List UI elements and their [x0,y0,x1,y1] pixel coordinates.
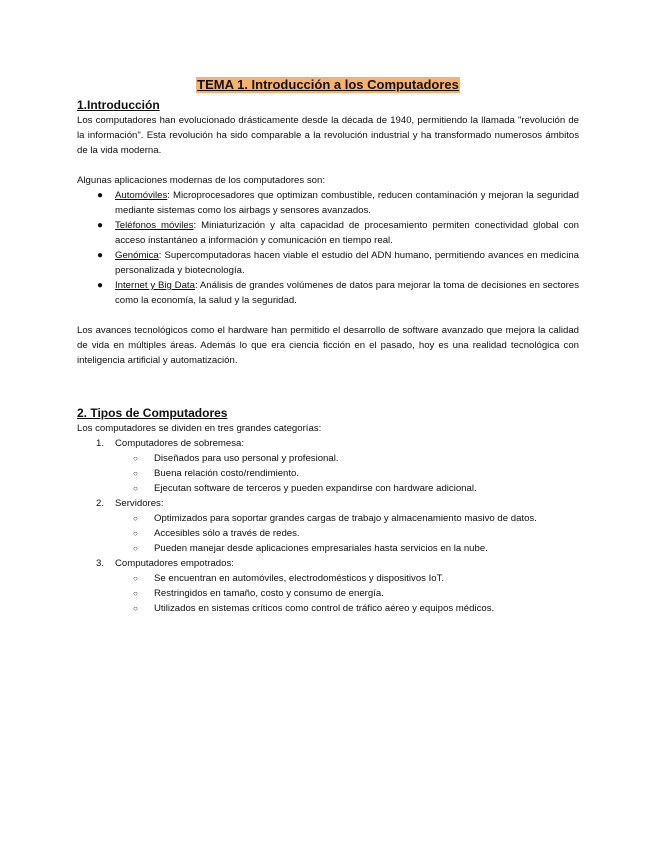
intro-paragraph-2: Los avances tecnológicos como el hardware han permitido el desarrollo de software avanzado que mejora la calidad de vida en múltiples áreas. Además lo que era ciencia ficción en el pasado, hoy es una realidad tecnológica con inteligencia artificial y automatización. [77,325,579,366]
sub-item-text: Accesibles sólo a través de redes. [154,528,300,539]
spacer [77,391,579,406]
intro-heading: 1.Introducción [77,98,160,112]
app-term: Genómica [115,250,159,261]
category-number: 1. [96,438,105,449]
circle-bullet-icon: ○ [133,604,138,613]
category-item [77,496,579,556]
sub-item [115,466,579,481]
sub-item [115,601,579,616]
circle-bullet-icon: ○ [133,454,138,463]
sub-item-text: Buena relación costo/rendimiento. [154,468,300,479]
list-item [77,248,579,278]
sub-list [115,571,579,616]
bullet-icon: ● [97,250,104,261]
sub-item-text: Se encuentran en automóviles, electrodomésticos y dispositivos IoT. [154,573,445,584]
tipos-heading: 2. Tipos de Computadores [77,406,228,420]
category-label: Computadores empotrados: [115,558,234,569]
intro-paragraph-1: Los computadores han evolucionado drásticamente desde la década de 1940, permitiendo la llamada "revolución de la información". Esta revolución ha sido comparable a la revolución industrial y ha transformado numerosos ámbitos de la vida moderna. [77,115,579,156]
spacer [77,368,579,391]
sub-list [115,451,579,496]
category-number: 2. [96,498,105,509]
tipos-intro: Los computadores se dividen en tres grandes categorías: [77,423,322,434]
document-title: TEMA 1. Introducción a los Computadores [197,77,459,92]
list-item [77,188,579,218]
categories-list [77,436,579,616]
sub-item [115,511,579,526]
applications-list [77,188,579,308]
category-item [77,556,579,616]
spacer [77,158,579,173]
sub-list [115,511,579,556]
document-page [77,76,579,616]
sub-item-text: Utilizados en sistemas críticos como control de tráfico aéreo y equipos médicos. [154,603,495,614]
bullet-icon: ● [97,190,104,201]
app-term: Internet y Big Data [115,280,195,291]
app-term: Teléfonos móviles [115,220,194,231]
circle-bullet-icon: ○ [133,484,138,493]
circle-bullet-icon: ○ [133,529,138,538]
category-label: Servidores: [115,498,164,509]
sub-item [115,451,579,466]
sub-item-text: Diseñados para uso personal y profesional. [154,453,339,464]
sub-item [115,481,579,496]
circle-bullet-icon: ○ [133,469,138,478]
circle-bullet-icon: ○ [133,544,138,553]
circle-bullet-icon: ○ [133,574,138,583]
sub-item [115,541,579,556]
app-text: : Análisis de grandes volúmenes de datos para mejorar la toma de decisiones en sectores como la economía, la salud y la seguridad. [115,280,579,306]
category-label: Computadores de sobremesa: [115,438,245,449]
sub-item-text: Optimizados para soportar grandes cargas de trabajo y almacenamiento masivo de datos. [154,513,537,524]
bullet-icon: ● [97,280,104,291]
bullet-icon: ● [97,220,104,231]
circle-bullet-icon: ○ [133,589,138,598]
app-term: Automóviles [115,190,168,201]
category-item [77,436,579,496]
sub-item-text: Ejecutan software de terceros y pueden expandirse con hardware adicional. [154,483,477,494]
title-wrap [77,76,579,94]
list-item [77,278,579,308]
category-number: 3. [96,558,105,569]
sub-item-text: Pueden manejar desde aplicaciones empresariales hasta servicios en la nube. [154,543,488,554]
list-item [77,218,579,248]
sub-item [115,571,579,586]
sub-item [115,586,579,601]
sub-item [115,526,579,541]
spacer [77,308,579,323]
app-text: : Miniaturización y alta capacidad de procesamiento permiten conectividad global con acceso instantáneo a información y comunicación en tiempo real. [115,220,579,246]
app-text: : Microprocesadores que optimizan combustible, reducen contaminación y mejoran la seguridad mediante sistemas como los airbags y sensores avanzados. [115,190,579,216]
app-text: : Supercomputadoras hacen viable el estudio del ADN humano, permitiendo avances en medicina personalizada y biotecnología. [115,250,579,276]
sub-item-text: Restringidos en tamaño, costo y consumo de energía. [154,588,384,599]
circle-bullet-icon: ○ [133,514,138,523]
apps-intro: Algunas aplicaciones modernas de los computadores son: [77,175,325,186]
